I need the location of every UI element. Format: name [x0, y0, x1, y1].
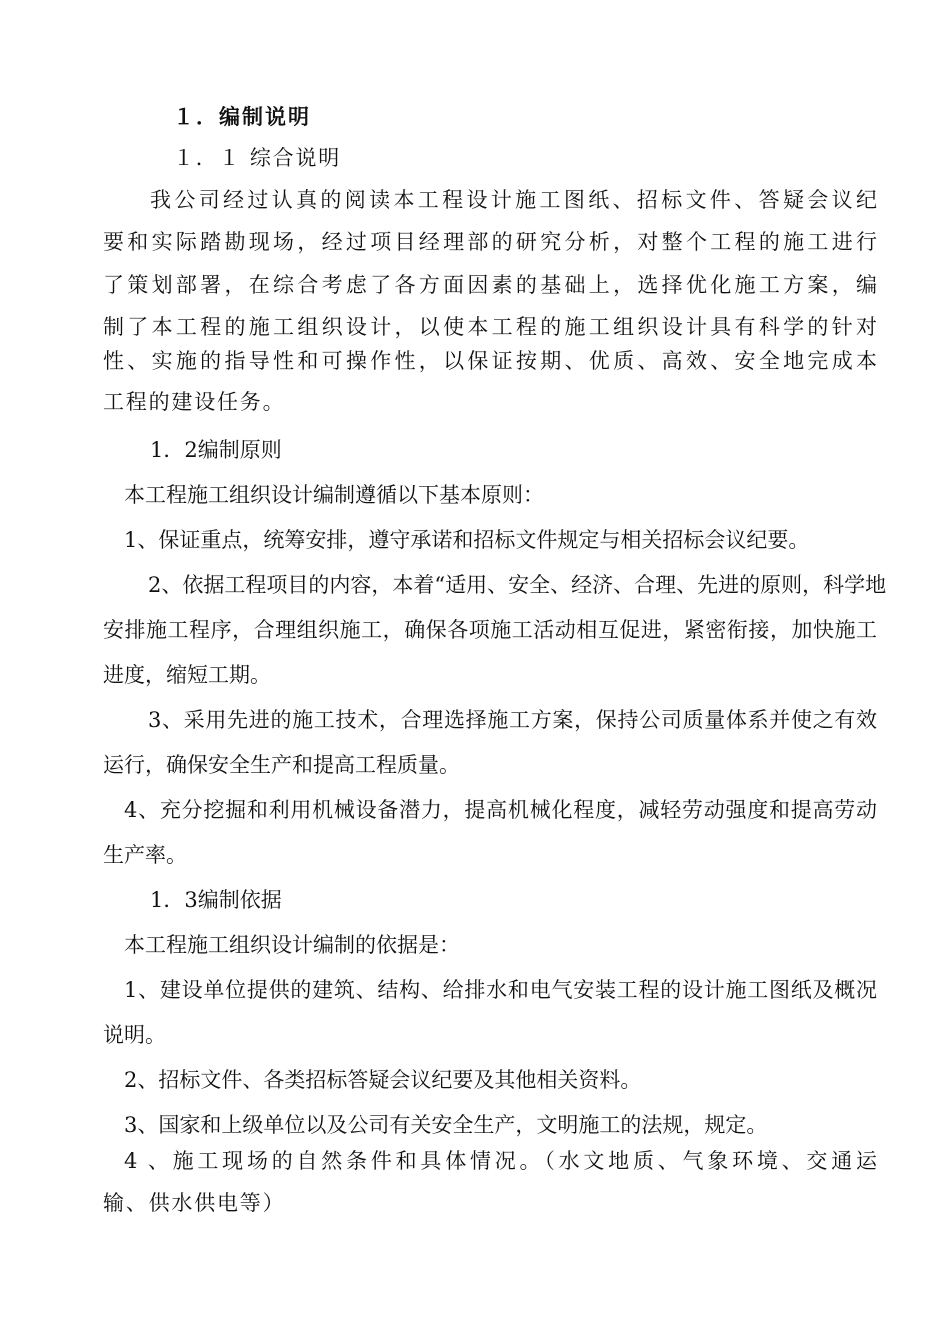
principle-item: 运行，确保安全生产和提高工程质量。 [103, 753, 460, 777]
principle-item: 生产率。 [103, 843, 187, 867]
basis-item: 4 、施工现场的自然条件和具体情况。（水文地质、气象环境、交通运 [124, 1149, 877, 1173]
principle-item: 2、依据工程项目的内容，本着“适用、安全、经济、合理、先进的原则，科学地 [148, 573, 887, 597]
heading-1: １．编制说明 [173, 104, 311, 129]
paragraph-line: 制了本工程的施工组织设计，以使本工程的施工组织设计具有科学的针对 [103, 315, 877, 339]
section-1-1-title: １．１ 综合说明 [173, 146, 342, 170]
paragraph-line: 要和实际踏勘现场，经过项目经理部的研究分析，对整个工程的施工进行 [103, 230, 877, 254]
basis-item: 2、招标文件、各类招标答疑会议纪要及其他相关资料。 [124, 1068, 642, 1092]
section-1-2-intro: 本工程施工组织设计编制遵循以下基本原则： [124, 483, 544, 507]
paragraph-line: 性、实施的指导性和可操作性，以保证按期、优质、高效、安全地完成本 [103, 349, 877, 373]
section-1-2-title: 1．2编制原则 [150, 438, 282, 462]
paragraph-line: 工程的建设任务。 [103, 390, 286, 414]
basis-item: 说明。 [103, 1023, 166, 1047]
basis-item: 1、建设单位提供的建筑、结构、给排水和电气安装工程的设计施工图纸及概况 [124, 978, 877, 1002]
paragraph-line: 我公司经过认真的阅读本工程设计施工图纸、招标文件、答疑会议纪 [150, 188, 877, 212]
principle-item: 安排施工程序，合理组织施工，确保各项施工活动相互促进，紧密衔接，加快施工 [103, 618, 877, 642]
paragraph-line: 了策划部署，在综合考虑了各方面因素的基础上，选择优化施工方案，编 [103, 273, 877, 297]
section-1-3-intro: 本工程施工组织设计编制的依据是： [124, 933, 460, 957]
basis-item: 输、供水供电等） [103, 1191, 286, 1215]
section-1-3-title: 1．3编制依据 [150, 888, 282, 912]
principle-item: 3、采用先进的施工技术，合理选择施工方案，保持公司质量体系并使之有效 [148, 708, 877, 732]
principle-item: 进度，缩短工期。 [103, 663, 271, 687]
principle-item: 4、充分挖掘和利用机械设备潜力，提高机械化程度，减轻劳动强度和提高劳动 [124, 798, 877, 822]
principle-item: 1、保证重点，统筹安排，遵守承诺和招标文件规定与相关招标会议纪要。 [124, 528, 810, 552]
basis-item: 3、国家和上级单位以及公司有关安全生产，文明施工的法规，规定。 [124, 1113, 768, 1137]
